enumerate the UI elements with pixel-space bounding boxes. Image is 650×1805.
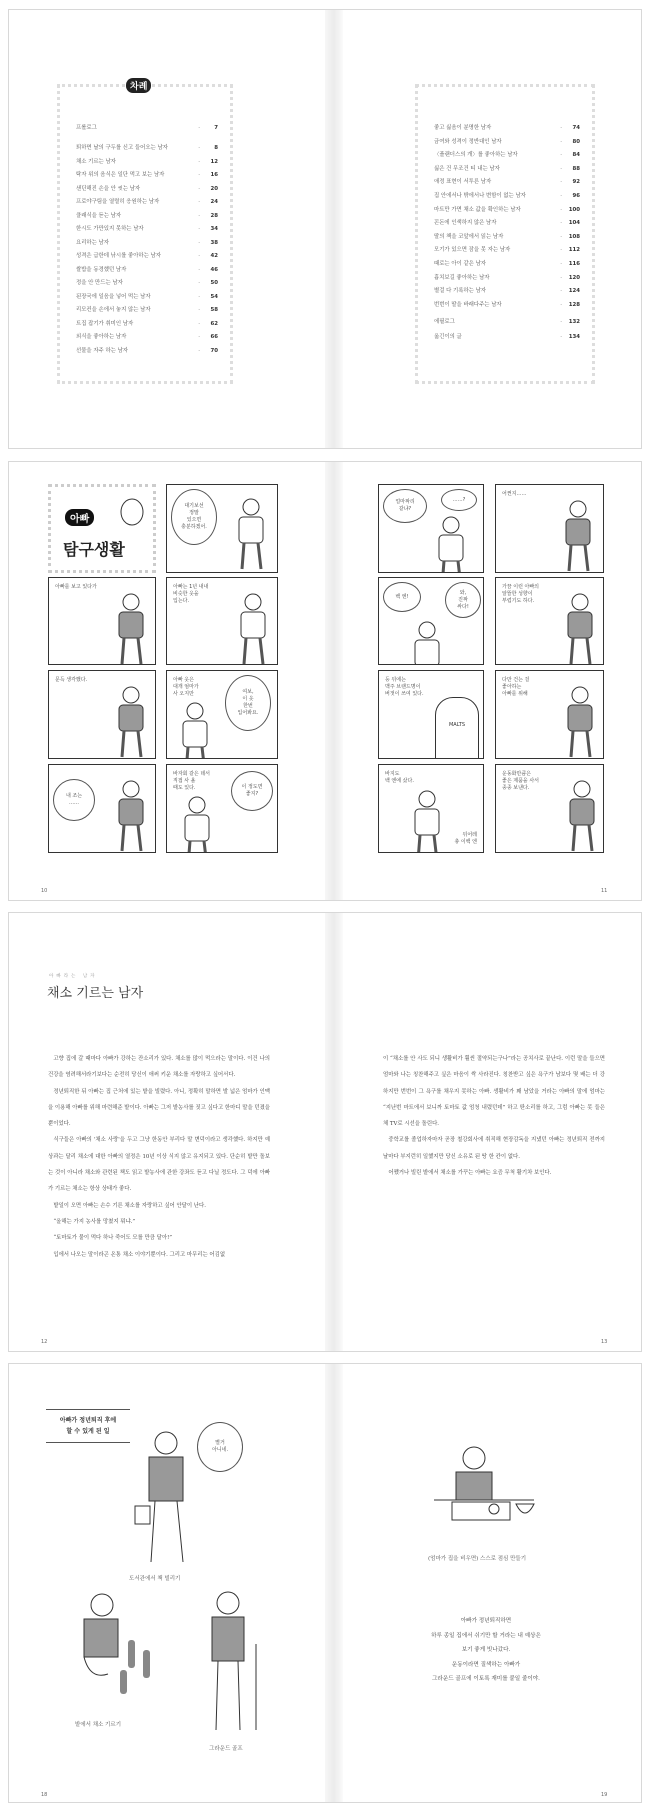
panel-caption: 아빠 옷은 대개 엄마가 사 오지만 [173,677,199,697]
speech-bubble: 얼마짜리 같냐? [383,489,427,523]
toc-entry-title: 클래식을 듣는 남자 [76,212,122,219]
paragraph: “올해는 가지 농사를 망쳤지 뭐냐.” [53,1218,136,1225]
toc-entry-title: 〈플랜더스의 개〉를 좋아하는 남자 [434,152,518,159]
toc-entry[interactable] [76,224,218,234]
paragraph: 식구들은 아빠의 '채소 사랑'을 두고 그냥 한동안 부리다 말 변덕이라고 생각했다. 하지만 예상과는 달리 채소에 대한 아빠의 열정은 10년 이상 식지 않고 유지되고 있다. 단순히 밭만 돌보는 것이 아니라 채소와 관련된 책도 읽고 밭농사에 관한 강좌도 듣고 다닐 정도다. 그 덕에 아빠가 기르는 채소는 항상 상태가 좋다. [48,1137,270,1193]
toc-dot-icon: · [198,226,200,232]
toc-entry[interactable] [434,259,580,269]
man-farming-illustration [64,1592,159,1702]
toc-page-number: 20 [210,185,218,192]
toc-entry-title: 탁자 위의 음식은 일단 먹고 보는 남자 [76,172,165,178]
speech-bubble: 내 조는 …… [53,779,95,821]
toc-entry[interactable] [76,143,218,153]
comic-logo-bottom: 탐구생활 [63,540,125,559]
man-with-bag-illustration [131,1430,195,1565]
toc-dot-icon: · [198,239,200,246]
toc-dot-icon: · [560,206,562,213]
panel-caption: 문득 생각했다. [55,677,88,683]
toc-page-number: 16 [210,172,218,178]
toc-page-number: 116 [568,261,580,267]
paragraph: 이 “채소를 안 사도 되니 생활비가 훨씬 절약되는구나”라는 공치사로 끝난다. 이런 말을 들으면 엄마와 나는 칭찬해주고 싶은 마음이 싹 사라진다. 칭찬받고 싶은 욕구가 남보다 몇 배는 더 강하지만 번번이 그 욕구를 채우지 못하는 아빠. 생활비가 꽤 남았을 거라는 아빠의 말에 엄마는 “지난번 마트에서 보니까 토마토 값 엄청 내렸던데” 하고 딴소리를 하고, 그럼 아빠는 못 들은 체 TV로 시선을 돌린다. [383,1056,605,1128]
page-number: 10 [41,888,48,894]
toc-entry-title: 리모컨을 손에서 놓지 않는 남자 [76,307,151,313]
toc-entry[interactable] [76,251,218,261]
toc-entry-title: 좋고 싫음이 분명한 남자 [434,125,492,131]
toc-page-number: 66 [210,334,218,340]
toc-page-number: 46 [210,266,218,273]
toc-entry[interactable] [434,137,580,147]
toc-entry-title: 프롤로그 [76,125,97,131]
section-label: 아빠라는 남자 [49,974,98,979]
toc-entry-title: 모기가 있으면 잠을 못 자는 남자 [434,247,511,254]
character-illustration [233,592,273,665]
toc-dot-icon: · [560,179,562,186]
toc-entry-title: 딸의 책을 코앞에서 읽는 남자 [434,233,504,240]
toc-page-number: 120 [568,274,580,281]
toc-dot-icon: · [560,152,562,159]
toc-dot-icon: · [560,334,562,340]
toc-dot-icon: · [198,125,200,131]
paragraph: 중학교를 졸업하자마자 곧장 철강회사에 취직해 현장감독을 지냈던 아빠는 정년퇴직 전까지 날마다 부지런히 일했지만 당신 소유로 된 땅 한 칸이 없다. [383,1137,605,1160]
toc-dot-icon: · [560,233,562,240]
toc-page-number: 50 [210,280,218,286]
speech-bubble: 여보, 이 옷 한번 입어봐요. [225,675,271,731]
comic-panel [378,484,484,573]
toc-dot-icon: · [198,172,200,178]
toc-spread [8,9,642,449]
toc-entry-title: 정을 안 만드는 남자 [76,280,123,286]
toc-entry[interactable] [434,191,580,201]
toc-page-number: 96 [572,193,580,199]
toc-entry-title: 채소 기르는 남자 [76,158,116,165]
caption: 도서관에서 책 빌리기 [129,1576,181,1582]
toc-dot-icon: · [198,212,200,219]
panel-caption: 운동화만큼은 좋은 제품을 사서 종종 보낸다. [502,771,539,791]
toc-entry[interactable] [76,265,218,275]
toc-entry-title: 마트만 가면 채소 값을 확인하는 남자 [434,206,521,213]
toc-dot-icon: · [560,165,562,172]
comic-panel [378,577,484,665]
comic-spread [8,461,642,901]
toc-page-number: 54 [210,293,218,300]
toc-entry-title: 집 안에서나 밖에서나 변함이 없는 남자 [434,193,526,199]
toc-entry[interactable] [76,238,218,248]
page-number: 18 [41,1792,48,1798]
toc-entry[interactable] [76,170,218,180]
body-text-right [383,1051,605,1181]
panel-caption: 바지도 백 엔에 샀다. [385,771,414,784]
toc-entry[interactable] [434,300,580,310]
toc-dot-icon: · [560,220,562,227]
page-number: 12 [41,1339,48,1345]
toc-entry-title: 애정 표현이 서투른 남자 [434,179,492,186]
toc-page-number: 134 [568,334,580,340]
toc-entry[interactable] [76,319,218,329]
man-golfing-illustration [198,1590,268,1735]
toc-entry[interactable] [434,232,580,242]
toc-entry-title: 번번이 딸을 바래다주는 남자 [434,301,502,308]
panel-caption: 등 뒤에는 맥주 브랜드명이 버젓이 쓰여 있다. [385,677,424,697]
toc-page-number: 34 [210,226,218,232]
comic-logo-top: 아빠 [65,509,94,526]
toc-page-number: 132 [568,319,580,325]
toc-entry-title: 꼰돈에 인색하지 않은 남자 [434,220,497,227]
character-illustration [558,499,598,573]
toc-dot-icon: · [198,334,200,340]
poem-line: 아빠가 정년퇴직하면 [460,1618,512,1624]
toc-entry-title: 쌀밥을 동경했던 남자 [76,266,127,273]
heading-box [46,1409,130,1443]
character-illustration [407,789,447,853]
toc-entry-title: 싫은 건 무조건 티 내는 남자 [434,165,500,172]
toc-page-number: 80 [572,138,580,145]
toc-dot-icon: · [198,145,200,151]
toc-entry-title: 요리하는 남자 [76,239,109,246]
toc-entry-title: 외식을 좋아하는 남자 [76,334,127,340]
toc-dot-icon: · [560,274,562,281]
heading: 아빠가 정년퇴직 후에 할 수 있게 된 일 [59,1417,117,1435]
toc-title: 차례 [126,78,151,93]
toc-entry-title: 성격은 급한데 낚시를 좋아하는 남자 [76,253,161,259]
toc-dot-icon: · [198,307,200,313]
character-illustration [562,779,602,853]
toc-entry-title: 선물을 자주 하는 남자 [76,347,129,354]
toc-entry[interactable] [434,150,580,160]
toc-entry[interactable] [76,332,218,342]
poem [401,1614,571,1687]
comic-panel [378,670,484,759]
toc-page-number: 70 [210,347,218,354]
comic-panel [495,577,604,665]
panel-note: 뒤어레 총 이백 엔 [454,832,477,845]
toc-page-number: 42 [210,253,218,259]
page-number: 19 [601,1792,608,1798]
character-illustration [560,592,600,665]
back-view-illustration [435,697,479,759]
character-illustration [231,497,271,572]
panel-caption: 어쩐지…… [502,491,527,497]
illustration-spread [8,1363,642,1803]
comic-panel [495,484,604,573]
caption: 밭에서 채소 기르기 [75,1722,122,1728]
toc-dot-icon: · [560,301,562,308]
toc-page-number: 100 [568,206,580,213]
toc-page-number: 24 [210,199,218,205]
paragraph: “토마토가 물이 먹다 하나 죽어도 모를 만큼 달아!” [53,1235,173,1242]
poem-line: 보기 좋게 빗나갔다. [461,1647,511,1653]
paragraph: 고향 집에 갈 때마다 아빠가 강하는 잔소리가 있다. 채소를 많이 먹으라는 말이다. 이건 나의 건강을 염려해서라기보다는 순전히 당신이 애써 키운 채소를 자랑하고 싶어서다. [48,1056,270,1079]
caption: 그라운드 골프 [209,1746,243,1752]
toc-page-number: 88 [572,165,580,172]
toc-dot-icon: · [198,347,200,354]
character-illustration [431,515,471,573]
toc-dot-icon: · [560,193,562,199]
toc-page-number: 58 [210,307,218,313]
toc-entry-title: 옮긴이의 글 [434,334,462,340]
toc-entry[interactable] [76,157,218,167]
toc-entry[interactable] [76,292,218,302]
toc-entry[interactable] [76,211,218,221]
toc-entry[interactable] [434,218,580,228]
toc-dot-icon: · [198,280,200,286]
panel-caption: 바자회 같은 데서 직접 사 올 때도 있다. [173,771,210,791]
toc-dot-icon: · [198,320,200,327]
poem-line: 운동이라면 질색하는 아빠가 [451,1661,521,1668]
body-text-left [48,1051,270,1263]
toc-entry[interactable] [434,286,580,296]
toc-entry-title: 에필로그 [434,319,455,325]
toc-dot-icon: · [198,293,200,300]
comic-title-panel [48,484,156,573]
toc-dot-icon: · [198,185,200,192]
comic-panel [166,577,278,665]
toc-page-number: 7 [214,125,218,131]
toc-page-number: 38 [210,239,218,246]
toc-entry[interactable] [76,184,218,194]
toc-entry-title: 된장국에 일음을 넣어 먹는 남자 [76,293,151,300]
toc-entry-title: 때로는 아이 같은 남자 [434,261,487,267]
panel-caption: 아빠를 보고 있다가 [55,584,97,590]
speech-bubble: 대기보선 정말 있으면 충분하겠어. [171,489,217,545]
comic-panel [166,670,278,759]
comic-panel [378,764,484,853]
toc-entry[interactable] [434,245,580,255]
toc-entry[interactable] [434,123,580,133]
toc-dot-icon: · [198,253,200,259]
comic-panel [48,764,156,853]
toc-entry-title: 별걸 다 기록하는 남자 [434,288,487,295]
toc-page-number: 92 [572,179,580,186]
panel-caption: 다만 건는 걸 좋아하는 아빠를 위해 [502,677,530,697]
comic-panel [48,670,156,759]
toc-page-number: 62 [210,320,218,327]
toc-entry[interactable] [434,164,580,174]
toc-page-number: 124 [568,288,580,295]
toc-entry-title: 샌딘해진 손을 안 씻는 남자 [76,185,141,192]
paragraph: 밭일이 오면 아빠는 손수 기른 채소를 자랑하고 싶어 안달이 난다. [53,1202,206,1209]
toc-entry[interactable] [76,346,218,356]
comic-panel [48,577,156,665]
character-illustration [111,779,151,853]
poem-line: 하루 종일 집에서 쉬기만 할 거라는 내 예상은 [431,1632,541,1639]
panel-caption: 아빠는 1년 내내 비슷한 옷을 입는다. [173,584,209,604]
toc-dot-icon: · [198,158,200,165]
toc-box-left [57,84,233,384]
toc-entry-title: 흉치보길 좋아하는 남자 [434,274,490,281]
toc-box-right [415,84,595,384]
character-illustration [111,592,151,665]
toc-entry[interactable] [434,332,580,342]
toc-page-number: 128 [568,301,580,308]
toc-dot-icon: · [560,288,562,295]
toc-entry[interactable] [76,123,218,133]
character-illustration [177,795,217,853]
toc-entry-title: 프로야구팀을 열렬히 응원하는 남자 [76,199,160,205]
comic-panel [495,670,604,759]
toc-dot-icon: · [198,199,200,205]
toc-dot-icon: · [560,319,562,325]
speech-bubble: 백 엔! [383,582,421,612]
comic-panel [166,764,278,853]
dad-face-icon [119,497,145,527]
paragraph: 정년퇴직한 뒤 아빠는 집 근처에 있는 밭을 빌렸다. 아니, 정확히 말하면 발 넓은 엄마가 인맥을 이용해 아빠를 위해 마련해준 밭이다. 아빠는 그저 밭농사를 짓고 싶다고 한마디 말을 던졌을 뿐이었다. [48,1088,270,1128]
toc-page-number: 84 [572,152,580,159]
character-illustration [560,685,600,759]
toc-entry-title: 트집 잡기가 취미인 남자 [76,320,134,327]
toc-entry-title: 한시도 가만있지 못하는 남자 [76,226,144,232]
toc-entry[interactable] [434,317,580,327]
toc-page-number: 12 [210,158,218,165]
toc-entry[interactable] [434,177,580,187]
toc-dot-icon: · [560,138,562,145]
comic-panel [166,484,278,573]
speech-bubble: 와, 진짜 싸다! [445,582,481,618]
comic-panel [495,764,604,853]
speech-bubble: 별거 아니네. [197,1422,243,1472]
caption: (엄마가 집을 비우면) 스스로 점심 만들기 [428,1556,527,1562]
speech-bubble: 이 정도면 좋지? [231,771,273,811]
panel-caption: 가끔 이런 아빠의 알뜰한 성향이 부럽기도 하다. [502,584,539,604]
toc-page-number: 112 [568,247,580,254]
speech-bubble: ……? [441,489,477,511]
toc-dot-icon: · [560,125,562,131]
toc-dot-icon: · [560,247,562,254]
toc-page-number: 74 [572,125,580,131]
toc-entry[interactable] [76,197,218,207]
chapter-title: 채소 기르는 남자 [47,986,144,1001]
toc-entry[interactable] [434,273,580,283]
character-illustration [175,701,215,759]
toc-page-number: 108 [568,233,580,240]
toc-page-number: 28 [210,212,218,219]
toc-entry-title: 금여와 성격이 정반대인 남자 [434,138,502,145]
character-illustration [407,620,447,665]
toc-page-number: 8 [214,145,218,151]
toc-page-number: 104 [568,220,580,227]
page-number: 11 [601,888,608,894]
toc-dot-icon: · [560,261,562,267]
toc-entry[interactable] [76,278,218,288]
poem-line: 그라운드 골프에 이토록 재미를 붙일 줄이야. [432,1676,540,1682]
toc-entry[interactable] [434,205,580,215]
character-illustration [111,685,151,759]
essay-spread [8,912,642,1352]
man-cooking-illustration [434,1444,544,1534]
toc-entry-title: 퇴하면 날의 구두를 신고 들어오는 남자 [76,145,168,151]
paragraph: 입에서 나오는 말이라곤 온통 채소 이야기뿐이다. 그리고 마무리는 어김없 [53,1251,226,1258]
shirt-logo-text: MALTS [448,722,466,728]
toc-entry[interactable] [76,305,218,315]
paragraph: 어쨌거나 빌린 밭에서 채소를 가꾸는 아빠는 요즘 무척 활기차 보인다. [388,1170,552,1177]
toc-dot-icon: · [198,266,200,273]
page-number: 13 [601,1339,608,1345]
